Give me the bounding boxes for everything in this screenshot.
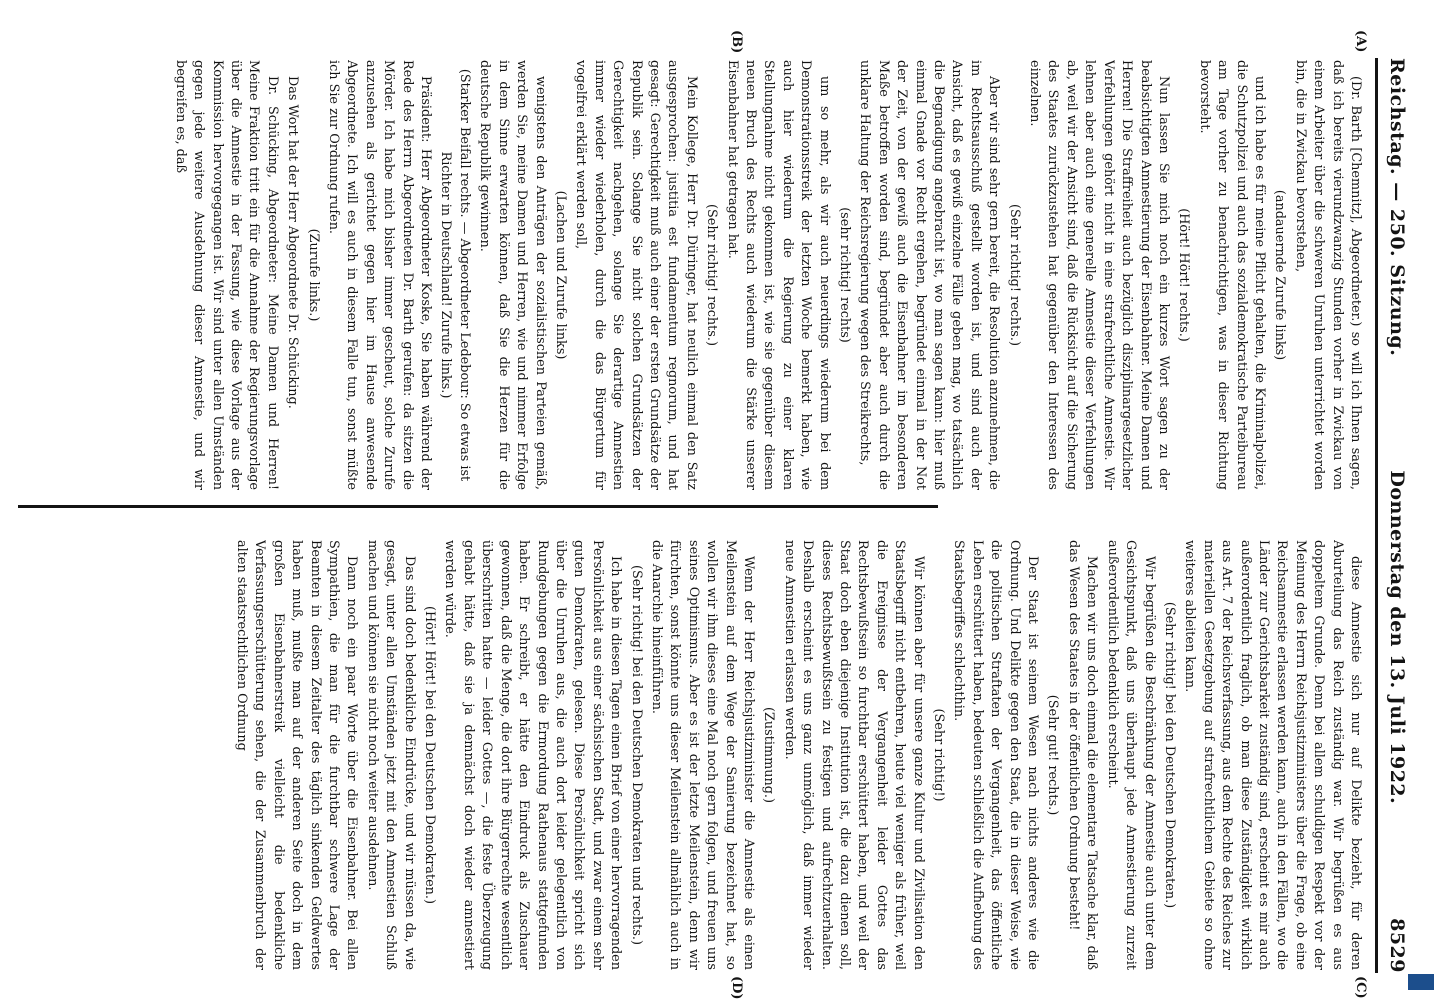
- paragraph: Nun lassen Sie mich noch ein kurzes Wort sagen zu der beabsichtigten Amnestierung der Eisenbahner. Meine Damen und Herren! Die Straffreiheit auch bezüglich disziplinargesetzlicher Verfehlungen gehört nicht in eine strafrechtliche Amnestie. Wir lehnen aber auch eine generelle Amnestie dieser Verfehlungen ab, weil wir der Ansicht sind, daß die Rücksicht auf die Sicherung des Staates zurückzustehen hat gegenüber den Interessen des einzelnen.: [1027, 60, 1171, 490]
- margin-marker-b: (B): [729, 30, 744, 54]
- interjection: (Starker Beifall rechts. — Abgeordneter Ledebour: So etwas ist Richter in Deutschland! Zurufe links.): [438, 68, 472, 482]
- paragraph: Präsident: Herr Abgeordneter Koske, Sie haben während der Rede des Herrn Abgeordneten Dr. Barth gerufen: da sitzen die Mörder. Ich habe mich bisher immer gescheut, solche Zurufe anzusehen als gerichtet gegen hier im Hause anwesende Abgeordnete. Ich will es auch in diesem Falle tun, sonst müßte ich Sie zur Ordnung rufen.: [326, 60, 434, 490]
- interjection: (Zurufe links.): [305, 228, 321, 322]
- paragraph: Das Wort hat der Herr Abgeordnete Dr. Schücking.: [285, 76, 301, 409]
- interjection: (Lachen und Zurufe links): [552, 190, 568, 360]
- paragraph: Machen wir uns doch einmal die elementare Tatsache klar, daß das Wesen des Staates in der öffentlichen Ordnung besteht!: [1065, 540, 1100, 970]
- paragraph: Das sind doch bedenkliche Eindrücke, und wir müssen da, wie gesagt, unter allen Umständen jetzt mit den Amnestien Schluß machen und können sie nicht noch weiter ausdehnen.: [364, 540, 417, 970]
- masthead-left: Reichstag. — 250. Sitzung.: [1386, 58, 1408, 357]
- interjection: (Hört! Hört! bei den Deutschen Demokraten.): [422, 606, 438, 904]
- column-divider: [18, 505, 938, 508]
- interjection: (Zustimmung.): [761, 707, 777, 803]
- interjection: (Sehr richtig! rechts.): [1006, 204, 1022, 346]
- paragraph: um so mehr, als wir auch neuerdings wiederum bei dem Demonstrationsstreik der letzten Woche bemerkt haben, wie auch hier wiederum die Regierung zu einer klaren Stellungnahme nicht gekommen ist, wie sie gegenüber diesem neuen Bruch des Rechts auch wiederum die Stärke unserer Eisenbahner hat getragen hat.: [724, 60, 832, 490]
- margin-marker-c: (C): [1353, 976, 1368, 999]
- paragraph: Dann noch ein paar Worte über die Eisenbahner. Bei allen Sympathien, die man für die furchtbar schwere Lage der Beamten in diesem Zeitalter des täglich sinkenden Geldwertes haben muß, mußte man auf der anderen Seite doch in dem großen Eisenbahnerstreik vielleicht die bedenkliche Verfassungserschütterung sehen, die der Zusammenbruch der alten staatsrechtlichen Ordnung: [234, 540, 360, 970]
- paragraph: wenigstens den Anträgen der sozialistischen Parteien gemäß, werden Sie, meine Damen und Herren, wie und nimmer Erfolge in dem Sinne erwarten können, daß Sie die Herzen für die deutsche Republik gewinnen.: [477, 60, 548, 490]
- paragraph: Wir können aber für unsere ganze Kultur und Zivilisation den Staatsbegriff nicht entbehren, heute viel weniger als früher, weil die Ereignisse der Vergangenheit leider Gottes das Rechtsbewußtsein so furchtbar erschüttert haben, und weil der Staat doch eben diejenige Institution ist, die dazu dienen soll, dieses Rechtsbewußtsein zu festigen und aufrechtzuerhalten. Deshalb erscheint es uns ganz unmöglich, daß immer wieder neue Amnestien erlassen werden.: [781, 540, 926, 970]
- right-margin-markers: [0, 976, 1434, 998]
- paragraph: Der Staat ist seinem Wesen nach nichts anderes wie die Ordnung. Und Delikte gegen den Staat, die in dieser Weise, wie die politischen Straftaten der Vergangenheit, das öffentliche Leben erschüttert haben, bedeuten schließlich die Aufhebung des Staatsbegriffes schlechthin.: [951, 540, 1041, 970]
- left-margin-markers: [0, 30, 1434, 52]
- interjection: (Sehr richtig! rechts.): [704, 204, 720, 346]
- interjection: (Sehr richtig!): [931, 708, 947, 802]
- paragraph: Mein Kollege, Herr Dr. Düringer, hat neulich einmal den Satz ausgesprochen: justitia est fundamentum regnorum, und hat gesagt: Gerechtigkeit muß auch einer der ersten Grundsätze der Republik sein. Solange Sie nicht solchen Grundsätzen der Gerechtigkeit nachgehen, solange Sie derartige Amnestien immer wieder wiederholen, durch die das Bürgertum für vogelfrei erklärt werden soll,: [573, 60, 699, 490]
- paragraph: und ich habe es für meine Pflicht gehalten, die Kriminalpolizei, die Schutzpolizei und auch das sozialdemokratische Parteibureau am Tage vorher zu benachrichtigen, was in dieser Richtung bevorsteht.: [1196, 60, 1267, 490]
- paragraph: Ich habe in diesen Tagen einen Brief von einer hervorragenden Persönlichkeit aus einer sächsischen Stadt, und zwar einem sehr guten Demokraten, gelesen. Diese Persönlichkeit spricht sich über die Unruhen aus, die auch dort leider gelegentlich von Rundgebungen gegen die Ermordung Rathenaus stattgefunden haben. Er schreibt, er hätte den Eindruck als Zuschauer gewonnen, daß die Menge, die dort ihre Bürgerrechte wesentlich überschritten hatte — leider Gottes —, die feste Überzeugung gehabt hätte, daß sie ja demnächst doch wieder amnestiert werden würde.: [442, 540, 624, 970]
- paragraph: diese Amnestie sich nur auf Delikte bezieht, für deren Aburteilung das Reich zuständig war. Wir begrüßen es aus doppeltem Grunde. Denn bei allem schuldigen Respekt vor der Meinung des Herrn Reichsjustizministers über die Frage, ob eine Reichsamnestie erlassen werden kann, auch in den Fällen, wo die Länder zur Gerichtsbarkeit zuständig sind, erscheint es mir auch außerordentlich fraglich, ob man diese Zuständigkeit wirklich aus Art. 7 der Reichsverfassung, aus dem Rechte des Reiches zur materiellen Gesetzgebung auf strafrechtlichem Gebiete so ohne weiteres ableiten kann.: [1182, 540, 1363, 970]
- paragraph: Wenn der Herr Reichsjustizminister die Amnestie als einen Meilenstein auf dem Wege der Sanierung bezeichnet hat, so wollen wir ihm dieses eine Mal noch gern folgen, und freuen uns seines Optimismus. Aber es ist der letzte Meilenstein, denn wir fürchten, sonst könnte uns dieser Meilenstein allmählich auch in die Anarchie hineinführen.: [648, 540, 756, 970]
- interjection: (Hört! Hört! rechts.): [1176, 208, 1192, 342]
- margin-marker-d: (D): [729, 976, 744, 1000]
- interjection: (Sehr richtig! bei den Deutschen Demokraten.): [1161, 601, 1177, 909]
- masthead-rule: [1375, 58, 1378, 973]
- paragraph: Dr. Schücking, Abgeordneter: Meine Damen und Herren! Meine Fraktion tritt ein für die Annahme der Regierungsvorlage über die Amnestie in der Fassung, wie diese Vorlage aus der Kommission hervorgegangen ist. Wir sind unter allen Umständen gegen jede weitere Ausdehnung dieser Amnestie, und wir begreifen es, daß: [172, 60, 280, 490]
- column-left: [24, 60, 1364, 490]
- paragraph: Wir begrüßen die Beschränkung der Amnestie auch unter dem Gesichtspunkt, daß uns überhaupt jede Amnestierung zurzeit außerordentlich bedenklich erscheint.: [1104, 540, 1157, 970]
- column-right: [24, 540, 1364, 970]
- interjection: (andauernde Zurufe links): [1272, 189, 1288, 361]
- interjection: (sehr richtig! rechts): [837, 207, 853, 343]
- masthead-right: [1386, 470, 1408, 973]
- paragraph: (Dr. Barth [Chemnitz], Abgeordneter.) so will ich Ihnen sagen, daß ich bereits vierundzwanzig Stunden vorher in Zwickau von einem Arbeiter über die schweren Unruhen unterrichtet worden bin, die in Zwickau bevorstehen,: [1292, 60, 1363, 490]
- digitization-credit: [1412, 8, 1432, 992]
- page-number: 8529: [1386, 918, 1408, 973]
- margin-marker-a: (A): [1353, 30, 1368, 53]
- credit-text: [1414, 974, 1434, 990]
- masthead-date: Donnerstag den 13. Juli 1922.: [1386, 470, 1408, 805]
- interjection: (Sehr gut! rechts.): [1045, 694, 1061, 816]
- interjection: (Sehr richtig! bei den Deutschen Demokraten und rechts.): [628, 565, 644, 945]
- paragraph: Aber wir sind sehr gern bereit, die Resolution anzunehmen, die im Rechtsausschuß gestellt worden ist, und sind auch der Ansicht, daß es gewiß einzelne Fälle geben mag, wo tatsächlich die Begnadigung angebracht ist, wo man sagen kann: hier muß einmal Gnade vor Recht ergehen, begründet einmal in der Not der Zeit, von der gewiß auch die Eisenbahner im besonderen Maße betroffen worden sind, begründet aber auch durch die unklare Haltung der Reichsregierung wegen des Streikrechts,: [857, 60, 1002, 490]
